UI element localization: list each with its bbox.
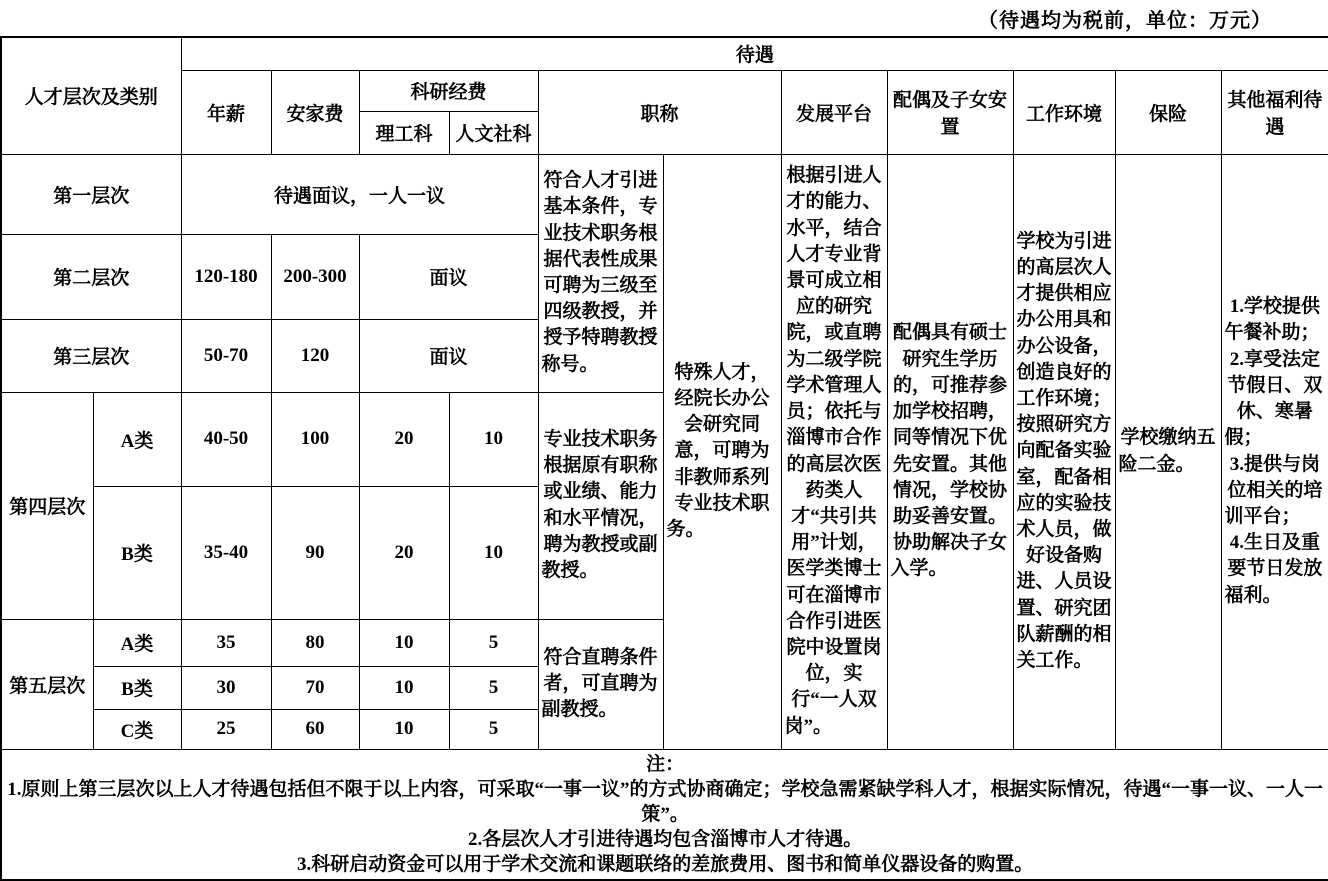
cell-level4-b-label: B类 [93,486,181,619]
benefit-item: 2.享受法定节假日、双休、寒暑假； [1224,348,1323,449]
cell-work-env: 学校为引进的高层次人才提供相应办公用具和办公设备，创造良好的工作环境；按照研究方向配备实验室，配备相应的实验技术人员，做好设备购进、人员设置、研究团队薪酬的相关工作。 [1013,154,1115,749]
note-item: 2.各层次人才引进待遇均包含淄博市人才待遇。 [467,828,863,850]
cell-level5-a-allowance: 80 [271,619,359,666]
benefit-item: 1.学校提供午餐补助； [1224,296,1320,344]
cell-level5-c-salary: 25 [181,709,271,749]
cell-title-special: 特殊人才，经院长办公会研究同意，可聘为非教师系列专业技术职务。 [663,154,781,749]
benefits-table [0,36,1328,881]
header-annual-salary: 年薪 [181,70,271,154]
cell-level5-b-label: B类 [93,666,181,709]
cell-level4-a-fund-sci: 20 [359,392,449,486]
cell-level2-label: 第二层次 [1,234,181,319]
header-spouse-children: 配偶及子女安置 [887,70,1013,154]
notes-title: 注： [646,753,685,775]
header-work-env: 工作环境 [1013,70,1115,154]
cell-title-level5: 符合直聘条件者，可直聘为副教授。 [538,619,663,749]
benefit-item: 3.提供与岗位相关的培训平台； [1224,453,1323,527]
cell-level2-fund: 面议 [359,234,538,319]
header-title: 职称 [538,70,781,154]
cell-level5-a-fund-hum: 5 [449,619,538,666]
cell-level5-a-salary: 35 [181,619,271,666]
cell-level5-c-fund-sci: 10 [359,709,449,749]
cell-other-benefits [1221,154,1328,749]
cell-level3-fund: 面议 [359,319,538,392]
cell-level4-label: 第四层次 [1,392,93,619]
cell-level1-negotiable: 待遇面议，一人一议 [181,154,538,234]
cell-insurance: 学校缴纳五险二金。 [1115,154,1221,749]
header-humanities: 人文社科 [449,111,538,154]
cell-level5-a-fund-sci: 10 [359,619,449,666]
header-settling-allowance: 安家费 [271,70,359,154]
cell-level5-c-fund-hum: 5 [449,709,538,749]
cell-level4-a-fund-hum: 10 [449,392,538,486]
cell-level5-c-allowance: 60 [271,709,359,749]
cell-level4-b-allowance: 90 [271,486,359,619]
cell-title-levels1-3: 符合人才引进基本条件，专业技术职务根据代表性成果可聘为三级至四级教授，并授予特聘教授称号。 [538,154,663,392]
unit-caption: （待遇均为税前，单位：万元） [978,9,1272,32]
header-row-columns [1,70,1328,111]
header-dev-platform: 发展平台 [781,70,887,154]
cell-dev-platform: 根据引进人才的能力、水平，结合人才专业背景可成立相应的研究院，或直聘为二级学院学术管理人员；依托与淄博市合作的高层次医药类人才“共引共用”计划，医学类博士可在淄博市合作引进医院中设置岗位，实行“一人双岗”。 [781,154,887,749]
cell-level2-allowance: 200-300 [271,234,359,319]
cell-level3-allowance: 120 [271,319,359,392]
header-treatment: 待遇 [181,37,1328,70]
row-level1 [1,154,1328,234]
cell-level4-b-fund-hum: 10 [449,486,538,619]
benefit-item: 4.生日及重要节日发放福利。 [1224,532,1323,606]
note-item: 3.科研启动资金可以用于学术交流和课题联络的差旅费用、图书和简单仪器设备的购置。 [296,853,1034,875]
cell-level5-label: 第五层次 [1,619,93,749]
cell-level5-b-fund-sci: 10 [359,666,449,709]
cell-level4-b-salary: 35-40 [181,486,271,619]
cell-spouse-children: 配偶具有硕士研究生学历的，可推荐参加学校招聘，同等情况下优先安置。其他情况，学校协助妥善安置。协助解决子女入学。 [887,154,1013,749]
header-insurance: 保险 [1115,70,1221,154]
cell-level4-a-allowance: 100 [271,392,359,486]
header-talent-category: 人才层次及类别 [1,37,181,154]
header-other-benefits: 其他福利待遇 [1221,70,1328,154]
cell-level2-salary: 120-180 [181,234,271,319]
cell-level4-a-label: A类 [93,392,181,486]
row-notes [1,749,1328,880]
cell-level4-a-salary: 40-50 [181,392,271,486]
cell-level5-a-label: A类 [93,619,181,666]
cell-level3-label: 第三层次 [1,319,181,392]
cell-level1-label: 第一层次 [1,154,181,234]
header-science-eng: 理工科 [359,111,449,154]
cell-level3-salary: 50-70 [181,319,271,392]
note-item: 1.原则上第三层次以上人才待遇包括但不限于以上内容，可采取“一事一议”的方式协商确定；学校急需紧缺学科人才，根据实际情况，待遇“一事一议、一人一策”。 [7,778,1323,825]
cell-level5-b-allowance: 70 [271,666,359,709]
header-row-treatment [1,37,1328,70]
cell-level5-c-label: C类 [93,709,181,749]
header-research-fund: 科研经费 [359,70,538,111]
cell-level5-b-salary: 30 [181,666,271,709]
cell-level4-b-fund-sci: 20 [359,486,449,619]
cell-title-level4: 专业技术职务根据原有职称或业绩、能力和水平情况，聘为教授或副教授。 [538,392,663,619]
cell-level5-b-fund-hum: 5 [449,666,538,709]
notes-section [1,749,1328,880]
